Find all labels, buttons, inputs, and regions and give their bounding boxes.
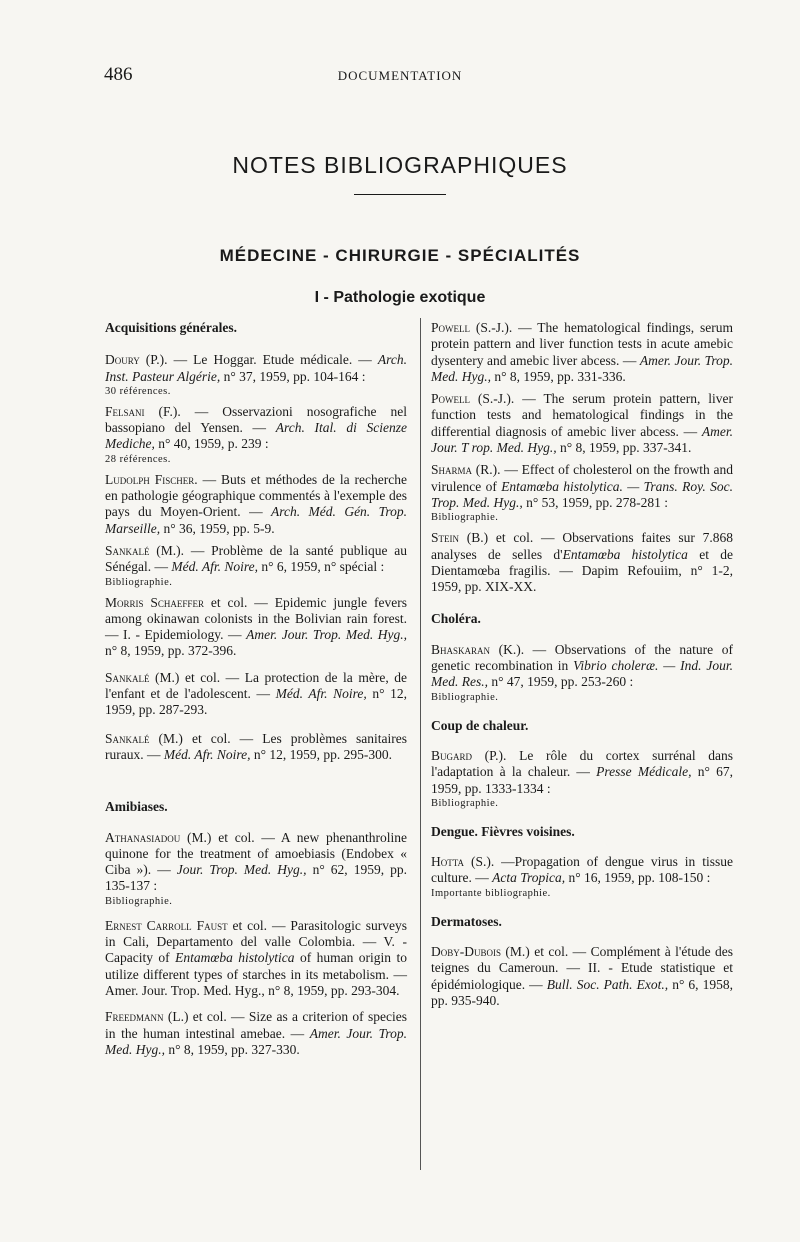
- entry-text: et col. — Epidemic jungle fevers among okinawan colonists in the Bolivian rain forest. — I. - Epidemiology. —: [105, 594, 407, 643]
- category-heading: Coup de chaleur.: [431, 717, 529, 733]
- entry-author: Bhaskaran (K.).: [431, 641, 525, 657]
- category-heading: Choléra.: [431, 611, 481, 627]
- entry-note: Bibliographie.: [431, 797, 499, 809]
- entry-note: Bibliographie.: [105, 576, 173, 588]
- entry-citation: Acta Tropica,: [492, 870, 566, 886]
- entry-text: —Propagation of dengue virus in tissue culture. —: [431, 854, 733, 886]
- entry-details: of human origin to utilize different types of starches in its metabolism. — Amer. Jour. Trop. Med. Hyg., n° 8, 1959, pp. 293-304.: [105, 950, 407, 998]
- entry-author: Sharma (R.).: [431, 462, 501, 478]
- left-column: [105, 320, 407, 1058]
- entry-author: Sankalé (M.): [105, 730, 183, 746]
- page-number: 486: [104, 64, 133, 85]
- entry-citation: Entamœba histolytica: [562, 546, 688, 562]
- category-heading: Dengue. Fièvres voisines.: [431, 823, 575, 839]
- entry-text: et col. — La protection de la mère, de l'enfant et de l'adolescent. —: [105, 669, 407, 702]
- entry-text: — The serum protein pattern, liver function tests and hematological findings in the differential diagnosis of amebic liver abcess. —: [431, 391, 733, 439]
- entry-citation: Vibrio choleræ. — Ind. Jour. Med. Res.,: [431, 658, 734, 690]
- entry-author: Sankalé (M.): [105, 669, 180, 685]
- bibliography-entry: [105, 1009, 407, 1058]
- entry-text: et col. — Size as a criterion of species in the human intestinal amebae. —: [105, 1009, 407, 1041]
- entry-details: n° 36, 1959, pp. 5-9.: [160, 520, 275, 536]
- entry-text: et col. — Observations faites sur 7.868 analyses de selles d': [431, 530, 733, 562]
- category-heading: Amibiases.: [105, 799, 168, 815]
- entry-citation: Amer. Jour. Trop. Med. Hyg.,: [105, 1025, 408, 1057]
- bibliography-entry: [105, 404, 407, 466]
- entry-author: Stein (B.): [431, 530, 489, 546]
- bibliography-entry: [431, 530, 733, 595]
- entry-author: Ernest Carroll Faust: [105, 917, 228, 933]
- entry-text: — Problème de la santé publique au Sénégal. —: [105, 542, 408, 575]
- entry-author: Freedmann (L.): [105, 1009, 189, 1025]
- entry-details: n° 40, 1959, p. 239 :: [154, 436, 269, 452]
- entry-citation: Entamœba histolytica. — Trans. Roy. Soc. Trop. Med. Hyg.,: [431, 478, 733, 510]
- entry-author: Bugard (P.).: [431, 747, 507, 763]
- entry-text: et col. — Parasitologic surveys in Cali, Departamento del valle Colombia. — V. - Capacity of: [105, 917, 407, 966]
- entry-text: et col. — A new phenanthroline quinone for the treatment of amoebiasis (Endobex « Ciba »). —: [105, 829, 407, 878]
- entry-author: Athanasiadou (M.): [105, 829, 212, 845]
- bibliography-entry: [105, 670, 407, 719]
- entry-text: Le rôle du cortex surrénal dans l'adaptation à la chaleur. —: [431, 747, 734, 780]
- page-title: NOTES BIBLIOGRAPHIQUES: [232, 152, 568, 178]
- entry-details: n° 16, 1959, pp. 108-150 :: [565, 870, 711, 886]
- entry-citation: Presse Médicale,: [596, 764, 692, 780]
- entry-text: — Effect of cholesterol on the frowth and virulence of: [431, 462, 733, 494]
- entry-details: n° 8, 1959, pp. 331-336.: [490, 368, 626, 384]
- entry-details: n° 12, 1959, pp. 287-293.: [105, 686, 407, 718]
- entry-citation: Amer. Jour. T rop. Med. Hyg.,: [431, 423, 733, 456]
- entry-text: — Observations of the nature of genetic recombination in: [431, 641, 733, 674]
- entry-details: n° 53, 1959, pp. 278-281 :: [522, 494, 669, 510]
- entry-author: Sankalé (M.).: [105, 542, 185, 558]
- entry-text: — Buts et méthodes de la recherche en pathologie géographique commentés à l'exemple des pays du Moyen-Orient. —: [105, 471, 407, 520]
- entry-citation: Arch. Inst. Pasteur Algérie,: [105, 352, 407, 384]
- entry-author: Doby-Dubois (M.): [431, 944, 530, 960]
- subsection-title: I - Pathologie exotique: [314, 289, 486, 306]
- running-head: DOCUMENTATION: [337, 68, 463, 83]
- entry-citation: Entamœba histolytica: [175, 950, 295, 966]
- entry-author: Powell (S.-J.).: [431, 320, 513, 335]
- entry-citation: Jour. Trop. Med. Hyg.,: [176, 862, 307, 878]
- bibliography-entry: [105, 731, 407, 764]
- entry-note: 28 références.: [105, 453, 171, 465]
- entry-details: n° 67, 1959, pp. 1333-1334 :: [431, 764, 733, 796]
- category-heading: Acquisitions générales.: [105, 320, 238, 335]
- entry-details: n° 62, 1959, pp. 135-137 :: [105, 862, 407, 894]
- column-divider: [420, 318, 421, 1170]
- entry-note: Bibliographie.: [431, 512, 499, 524]
- entry-citation: Méd. Afr. Noire,: [163, 746, 251, 762]
- entry-citation: Arch. Ital. di Scienze Mediche,: [105, 420, 407, 452]
- bibliography-entry: [105, 918, 407, 999]
- entry-note: 30 références.: [105, 385, 171, 397]
- title-rule: [354, 194, 446, 195]
- bibliography-entry: [105, 352, 407, 398]
- entry-details: n° 8, 1959, pp. 372-396.: [105, 643, 237, 659]
- section-title: MÉDECINE - CHIRURGIE - SPÉCIALITÉS: [219, 246, 581, 265]
- entry-author: Ludolph Fischer.: [105, 471, 198, 487]
- entry-details: n° 8, 1959, pp. 337-341.: [556, 440, 692, 456]
- bibliography-entry: [431, 748, 733, 810]
- bibliography-entry: [431, 320, 733, 385]
- bibliography-entry: [431, 854, 733, 900]
- entry-text: — Le Hoggar. Etude médicale. —: [167, 352, 378, 368]
- bibliography-entry: [431, 944, 733, 1009]
- bibliography-entry: [431, 391, 733, 456]
- entry-author: Doury (P.).: [105, 352, 168, 368]
- bibliography-entry: [105, 830, 407, 908]
- entry-citation: Méd. Afr. Noire,: [275, 686, 367, 702]
- entry-details: et de Dientamœba fragilis. — Dapim Refouiim, n° 1-2, 1959, pp. XIX-XX.: [431, 546, 733, 595]
- entry-text: et col. — Complément à l'étude des teignes du Cameroun. — II. - Etude statistique et épidémiologique. —: [431, 944, 733, 992]
- entry-text: et col. — Les problèmes sanitaires ruraux. —: [105, 730, 407, 762]
- entry-text: — The hematological findings, serum protein pattern and liver function tests in acute amebic dysentery and amebic liver abcess. —: [431, 320, 733, 368]
- entry-author: Felsani (F.).: [105, 403, 181, 419]
- entry-citation: Bull. Soc. Path. Exot.,: [546, 976, 669, 992]
- entry-author: Morris Schaeffer: [105, 594, 204, 610]
- entry-details: n° 47, 1959, pp. 253-260 :: [487, 674, 634, 690]
- entry-note: Bibliographie.: [431, 691, 499, 703]
- bibliography-entry: [431, 462, 733, 524]
- right-column: [431, 320, 733, 1009]
- entry-details: n° 8, 1959, pp. 327-330.: [164, 1041, 300, 1057]
- bibliography-entry: [105, 543, 407, 589]
- entry-note: Importante bibliographie.: [431, 887, 551, 899]
- entry-details: n° 6, 1958, pp. 935-940.: [431, 976, 733, 1008]
- entry-citation: Amer. Jour. Trop. Med. Hyg.,: [431, 352, 733, 384]
- entry-details: n° 37, 1959, pp. 104-164 :: [220, 368, 366, 384]
- entry-citation: Méd. Afr. Noire,: [171, 559, 258, 575]
- entry-author: Powell (S.-J.).: [431, 391, 515, 407]
- category-heading: Dermatoses.: [431, 913, 502, 929]
- entry-citation: Arch. Méd. Gén. Trop. Marseille,: [105, 504, 407, 536]
- bibliography-entry: [105, 472, 407, 537]
- entry-author: Hotta (S.).: [431, 854, 495, 870]
- entry-details: n° 12, 1959, pp. 295-300.: [250, 746, 393, 762]
- entry-text: — Osservazioni nosografiche nel bassopiano del Yensen. —: [105, 403, 407, 436]
- entry-details: n° 6, 1959, n° spécial :: [258, 559, 385, 575]
- entry-note: Bibliographie.: [105, 895, 173, 907]
- entry-citation: Amer. Jour. Trop. Med. Hyg.,: [246, 627, 407, 643]
- bibliography-entry: [105, 595, 407, 660]
- page-header: [104, 64, 696, 86]
- bibliography-entry: [431, 642, 733, 704]
